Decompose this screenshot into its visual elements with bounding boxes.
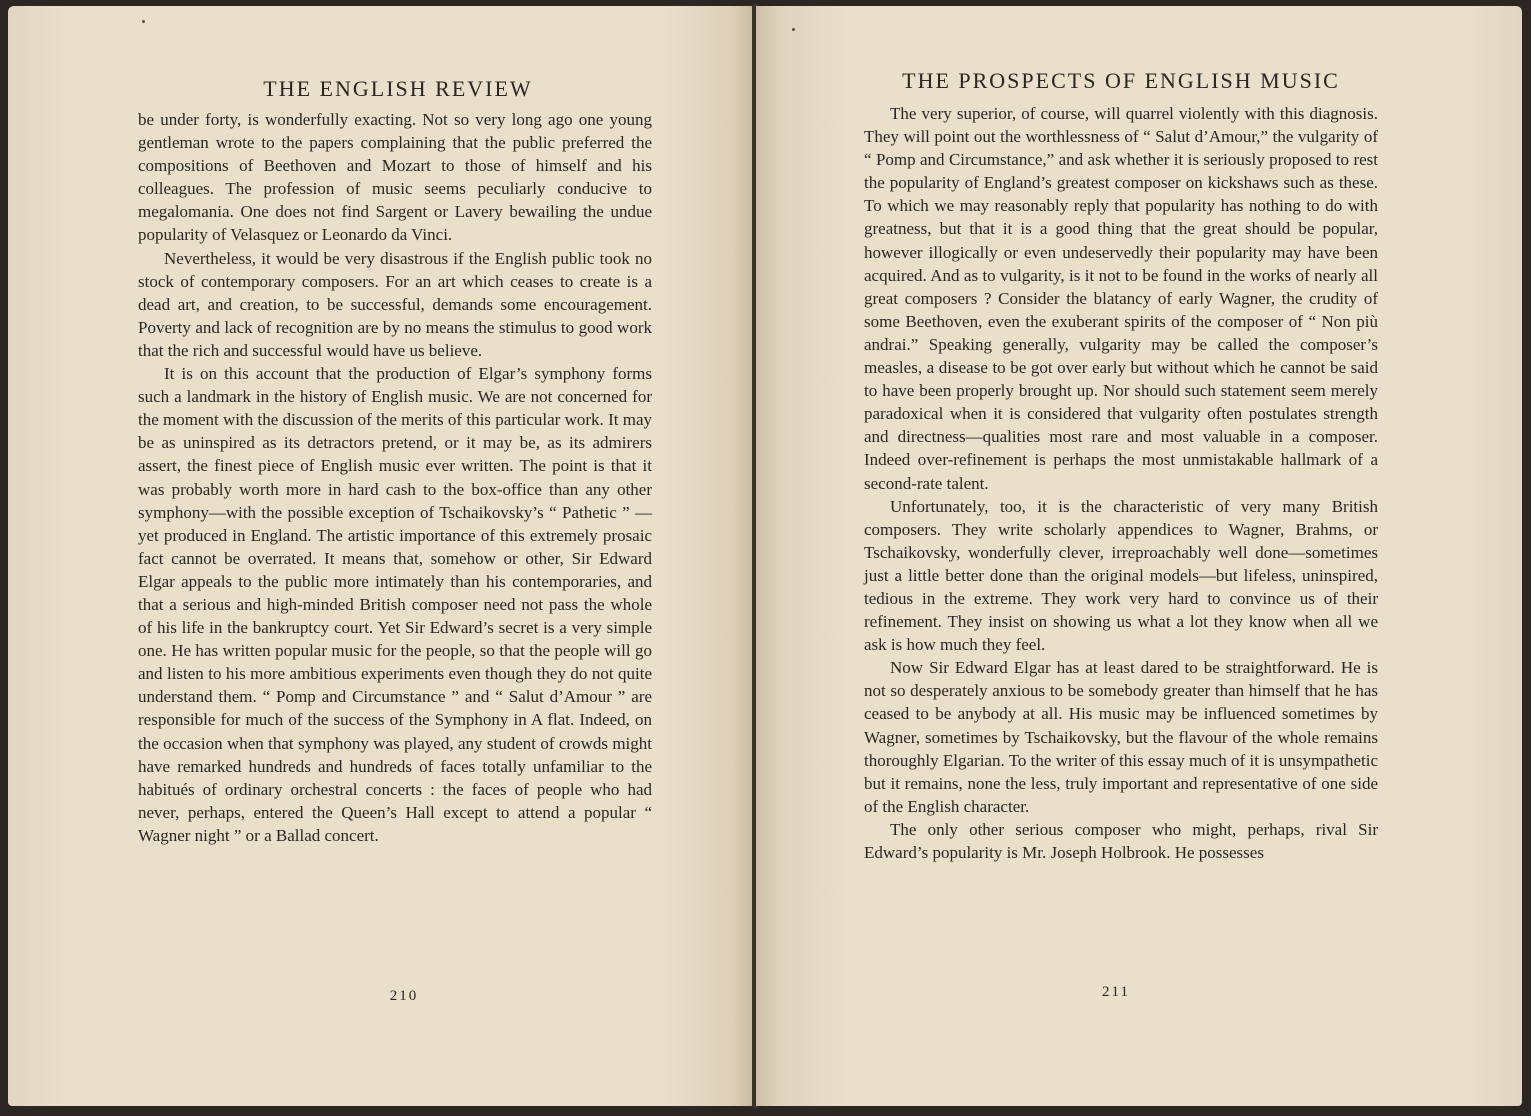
paragraph: be under forty, is wonderfully exacting. Not so very long ago one young gentleman wrote to the papers complaining that the public preferred the compositions of Beethoven and Mozart to those of himself and his colleagues. The profession of music seems peculiarly conducive to megalomania. One does not find Sargent or Lavery bewailing the undue popularity of Velasquez or Leonardo da Vinci. <box>138 110 652 245</box>
left-page-body <box>138 108 652 847</box>
ink-speck <box>792 28 795 31</box>
paragraph: Nevertheless, it would be very disastrous if the English public took no stock of contemporary composers. For an art which ceases to create is a dead art, and creation, to be successful, demands some encouragement. Poverty and lack of recognition are by no means the stimulus to good work that the rich and successful would have us believe. <box>138 248 652 360</box>
right-page <box>756 6 1522 1106</box>
paragraph: The only other serious composer who might, perhaps, rival Sir Edward’s popularity is Mr. Joseph Holbrook. He possesses <box>864 819 1378 862</box>
paragraph: Now Sir Edward Elgar has at least dared to be straightforward. He is not so desperately anxious to be somebody greater than himself that he has ceased to be anybody at all. His music may be influenced sometimes by Wagner, sometimes by Tschaikovsky, but the flavour of the whole remains thoroughly Elgarian. To the writer of this essay much of it is unsympathetic but it remains, none the less, truly important and representative of one side of the English character. <box>864 658 1378 816</box>
right-page-body <box>864 102 1378 864</box>
left-page <box>8 6 754 1106</box>
page-number-right: 211 <box>1102 984 1130 1000</box>
running-head-right: THE PROSPECTS OF ENGLISH MUSIC <box>902 68 1340 93</box>
paragraph: The very superior, of course, will quarrel violently with this diagnosis. They will point out the worthlessness of “ Salut d’Amour,” the vulgarity of “ Pomp and Circumstance,” and ask whether it is seriously proposed to rest the popularity of England’s greatest composer on kickshaws such as these. To which we may reasonably reply that popularity has nothing to do with greatness, but that it is a good thing that the great should be popular, however illogically or even undeservedly their popularity may have been acquired. And as to vulgarity, is it not to be found in the works of nearly all great composers ? Consider the blatancy of early Wagner, the crudity of some Beethoven, even the exuberant spirits of the composer of “ Non più andrai.” Speaking generally, vulgarity may be called the composer’s measles, a disease to be got over early but without which he cannot be said to have been properly brought up. Nor should such statement seem merely paradoxical when it is considered that vulgarity often postulates strength and directness—qualities most rare and most valuable in a composer. Indeed over-refinement is perhaps the most unmistakable hallmark of a second-rate talent. <box>864 104 1378 493</box>
paragraph: Unfortunately, too, it is the characteristic of very many British composers. They write scholarly appendices to Wagner, Brahms, or Tschaikovsky, wonderfully clever, irreproachably well done—sometimes just a little better done than the original models—but lifeless, uninspired, tedious in the extreme. They work very hard to convince us of their refinement. They insist on showing us what a lot they know when all we ask is how much they feel. <box>864 496 1378 655</box>
running-head-left: THE ENGLISH REVIEW <box>263 76 533 101</box>
ink-speck <box>142 20 145 23</box>
paragraph: It is on this account that the production of Elgar’s symphony forms such a landmark in the history of English music. We are not concerned for the moment with the discussion of the merits of this particular work. It may be as uninspired as its detractors pretend, or it may be, as its admirers assert, the finest piece of English music ever written. The point is that it was probably worth more in hard cash to the box-office than any other symphony—with the possible exception of Tschaikovsky’s “ Pathetic ” —yet produced in England. The artistic importance of this extremely prosaic fact cannot be overrated. It means that, somehow or other, Sir Edward Elgar appeals to the public more intimately than his contemporaries, and that a serious and high-minded British composer need not pass the whole of his life in the bankruptcy court. Yet Sir Edward’s secret is a very simple one. He has written popular music for the people, so that the people will go and listen to his more ambitious experiments even though they do not quite understand them. “ Pomp and Circumstance ” and “ Salut d’Amour ” are responsible for much of the success of the Symphony in A flat. Indeed, on the occasion when that symphony was played, any student of crowds might have remarked hundreds and hundreds of faces totally unfamiliar to the habitués of ordinary orchestral concerts : the faces of people who had never, perhaps, entered the Queen’s Hall except to attend a popular “ Wagner night ” or a Ballad concert. <box>138 364 652 845</box>
page-number-left: 210 <box>389 988 419 1004</box>
